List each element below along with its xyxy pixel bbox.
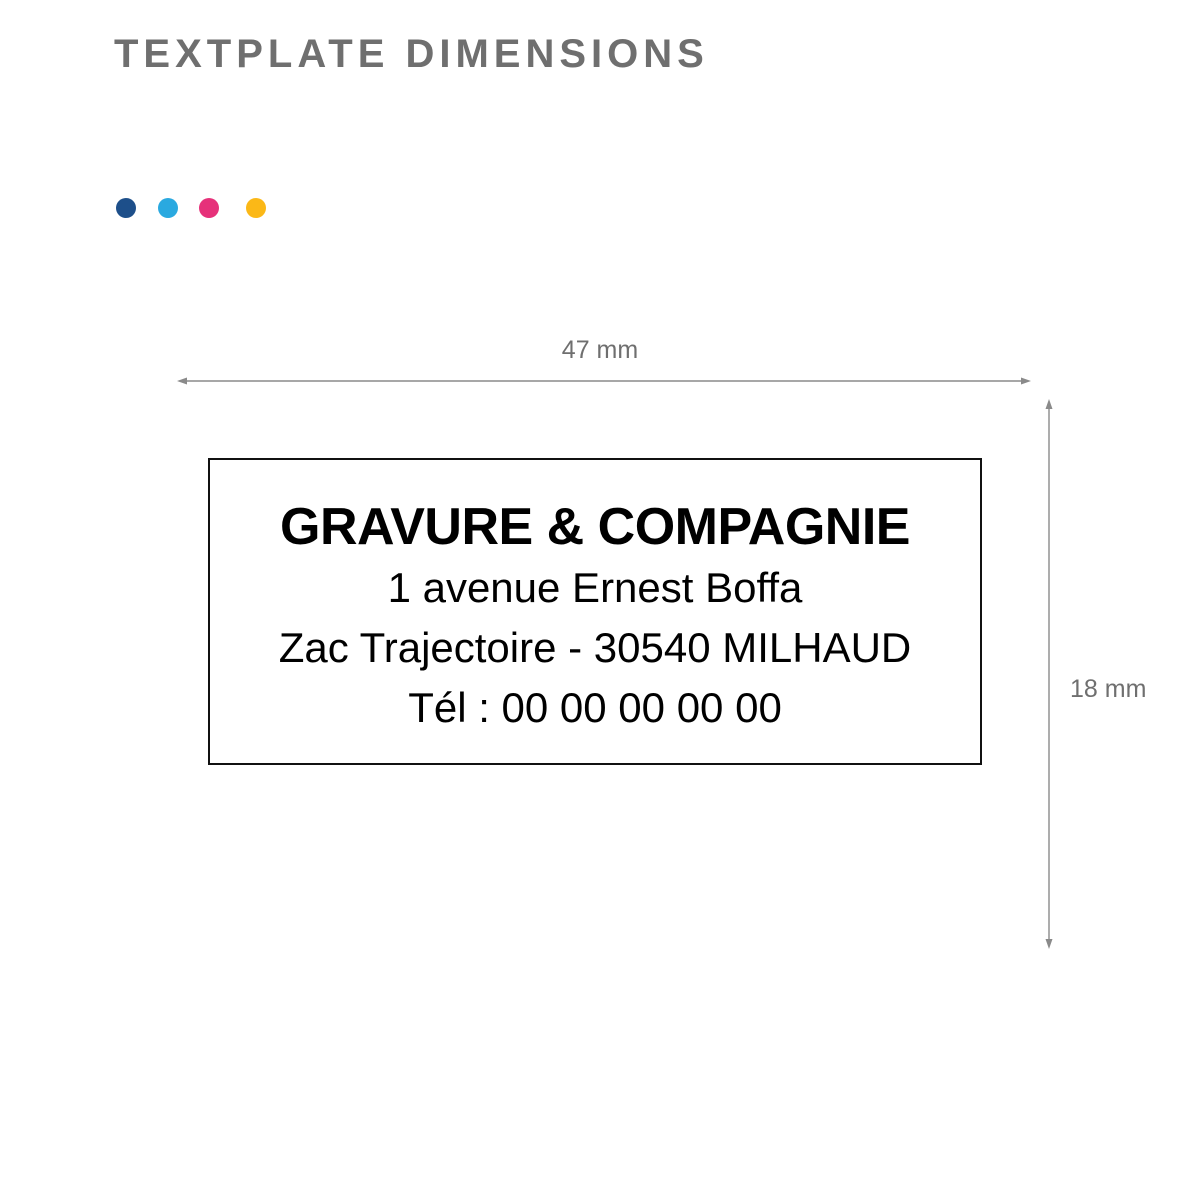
height-arrow-bottom-icon xyxy=(1046,939,1053,949)
plate-city-line: Zac Trajectoire - 30540 MILHAUD xyxy=(278,624,912,671)
height-dimension-label: 18 mm xyxy=(1070,675,1147,703)
textplate-text-block xyxy=(210,496,980,738)
plate-company-name: GRAVURE & COMPAGNIE xyxy=(280,498,910,556)
page-title: TEXTPLATE DIMENSIONS xyxy=(114,32,709,76)
height-arrow-top-icon xyxy=(1046,399,1053,409)
width-arrow-left-icon xyxy=(177,378,187,385)
plate-phone-line: Tél : 00 00 00 00 00 xyxy=(408,684,782,731)
textplate-preview xyxy=(208,458,982,765)
plate-address-line: 1 avenue Ernest Boffa xyxy=(387,564,803,611)
width-dimension-label: 47 mm xyxy=(561,336,639,364)
width-arrow-right-icon xyxy=(1021,378,1031,385)
